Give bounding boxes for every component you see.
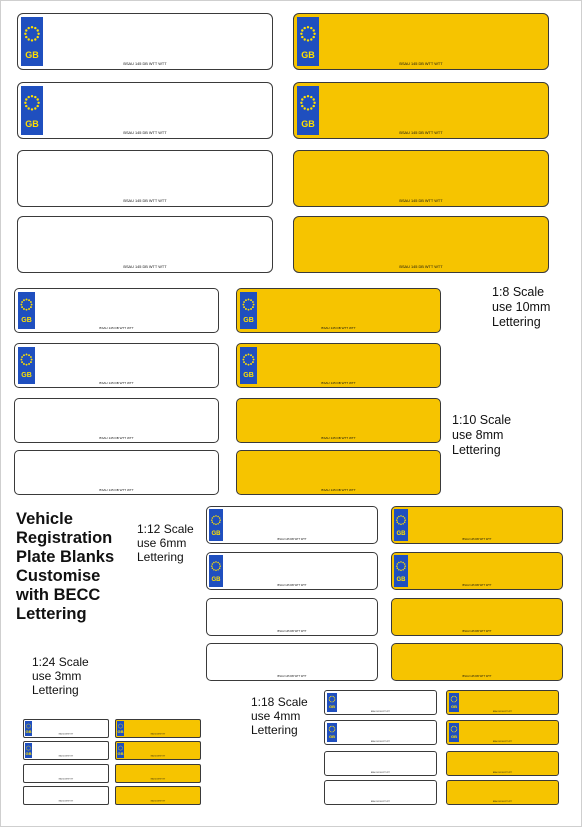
plate-maker-mark: BSAU 145 DB WTT WTT — [58, 733, 74, 736]
title-line: Customise — [16, 566, 101, 585]
white-plate — [324, 780, 437, 805]
scale-label-line: 1:10 Scale — [452, 413, 512, 427]
gb-badge-text: GB — [21, 372, 32, 379]
scale-label-line: 1:18 Scale — [251, 695, 308, 709]
plate-maker-mark: BSAU 145 DB WTT WTT — [58, 778, 74, 781]
gb-badge — [209, 509, 223, 541]
plate-maker-mark: BSAU 145 DB WTT WTT — [99, 380, 134, 385]
plate-maker-mark: BSAU 145 DB WTT WTT — [123, 61, 167, 67]
gb-badge-text: GB — [211, 531, 221, 537]
white-plate — [206, 643, 378, 681]
yellow-plate — [236, 288, 441, 333]
plate-maker-mark: BSAU 145 DB WTT WTT — [370, 710, 391, 713]
plate-maker-mark: BSAU 145 DB WTT WTT — [492, 710, 513, 713]
scale-label-line: 1:24 Scale — [32, 655, 89, 669]
plate-maker-mark: BSAU 145 DB WTT WTT — [492, 800, 513, 803]
eu-stars-icon — [327, 723, 337, 742]
sheet-title — [16, 510, 114, 624]
yellow-plate — [236, 398, 441, 443]
gb-badge-text: GB — [329, 734, 335, 739]
white-plate — [23, 741, 109, 760]
white-plate — [206, 552, 378, 590]
gb-badge-text: GB — [301, 119, 315, 129]
yellow-plate — [293, 150, 549, 207]
yellow-plate — [115, 719, 201, 738]
white-plate — [14, 450, 219, 495]
plate-maker-mark: BSAU 145 DB WTT WTT — [399, 130, 443, 136]
plate-maker-mark: BSAU 145 DB WTT WTT — [58, 755, 74, 758]
white-plate — [324, 751, 437, 776]
plate-maker-mark: BSAU 145 DB WTT WTT — [99, 325, 134, 330]
gb-badge — [21, 17, 43, 66]
gb-badge-text: GB — [25, 119, 39, 129]
yellow-plate — [236, 343, 441, 388]
gb-badge-text: GB — [211, 577, 221, 583]
gb-badge — [18, 347, 35, 384]
plate-maker-mark: BSAU 145 DB WTT WTT — [150, 800, 166, 803]
white-plate — [14, 398, 219, 443]
scale-label-1-24 — [32, 655, 89, 697]
title-line: Lettering — [16, 604, 87, 623]
scale-label-line: Lettering — [452, 442, 501, 457]
title-line: Vehicle — [16, 510, 73, 528]
scale-label-line: 1:12 Scale — [137, 522, 194, 536]
plate-maker-mark: BSAU 145 DB WTT WTT — [99, 487, 134, 492]
scale-label-line: use 8mm — [452, 427, 504, 442]
plate-maker-mark: BSAU 145 DB WTT WTT — [492, 771, 513, 774]
white-plate — [14, 343, 219, 388]
gb-badge — [25, 743, 32, 758]
yellow-plate — [115, 786, 201, 805]
gb-badge-text: GB — [25, 729, 32, 734]
plate-maker-mark: BSAU 145 DB WTT WTT — [492, 740, 513, 743]
gb-badge-text: GB — [451, 704, 457, 709]
plate-maker-mark: BSAU 145 DB WTT WTT — [462, 537, 492, 541]
plate-maker-mark: BSAU 145 DB WTT WTT — [277, 629, 307, 633]
scale-label-line: Lettering — [32, 683, 79, 698]
gb-badge-text: GB — [329, 704, 335, 709]
plate-maker-mark: BSAU 145 DB WTT WTT — [370, 800, 391, 803]
gb-badge — [449, 693, 459, 712]
title-line: Registration — [16, 528, 113, 547]
plate-maker-mark: BSAU 145 DB WTT WTT — [123, 130, 167, 136]
gb-badge — [394, 555, 408, 587]
scale-label-line: use 4mm — [251, 709, 301, 724]
gb-badge — [394, 509, 408, 541]
yellow-plate — [293, 82, 549, 139]
white-plate — [17, 82, 273, 139]
yellow-plate — [115, 764, 201, 783]
plate-maker-mark: BSAU 145 DB WTT WTT — [150, 733, 166, 736]
scale-label-1-8 — [492, 285, 550, 329]
yellow-plate — [391, 552, 563, 590]
white-plate — [17, 150, 273, 207]
plate-maker-mark: BSAU 145 DB WTT WTT — [277, 674, 307, 678]
scale-label-line: use 6mm — [137, 536, 187, 551]
gb-badge — [21, 86, 43, 135]
yellow-plate — [391, 598, 563, 636]
title-line: Plate Blanks — [16, 547, 115, 566]
yellow-plate — [391, 643, 563, 681]
gb-badge-text: GB — [396, 531, 406, 537]
yellow-plate — [391, 506, 563, 544]
white-plate — [17, 13, 273, 70]
gb-badge — [18, 292, 35, 329]
plate-maker-mark: BSAU 145 DB WTT WTT — [321, 325, 356, 330]
scale-label-line: use 10mm — [492, 299, 551, 314]
yellow-plate — [293, 216, 549, 273]
scale-label-1-10 — [452, 413, 511, 457]
plate-maker-mark: BSAU 145 DB WTT WTT — [462, 674, 492, 678]
plate-maker-mark: BSAU 145 DB WTT WTT — [150, 778, 166, 781]
gb-badge — [297, 17, 319, 66]
gb-badge — [209, 555, 223, 587]
gb-badge-text: GB — [243, 372, 254, 379]
yellow-plate — [293, 13, 549, 70]
yellow-plate — [446, 751, 559, 776]
plate-maker-mark: BSAU 145 DB WTT WTT — [399, 198, 443, 204]
white-plate — [14, 288, 219, 333]
gb-badge-text: GB — [243, 317, 254, 324]
yellow-plate — [236, 450, 441, 495]
gb-badge — [327, 693, 337, 712]
white-plate — [23, 764, 109, 783]
scale-label-line: Lettering — [251, 723, 298, 738]
scale-label-line: Lettering — [492, 314, 541, 329]
gb-badge-text: GB — [117, 729, 124, 734]
plate-maker-mark: BSAU 145 DB WTT WTT — [399, 264, 443, 270]
scale-label-line: 1:8 Scale — [492, 285, 545, 299]
yellow-plate — [446, 720, 559, 745]
plate-maker-mark: BSAU 145 DB WTT WTT — [321, 487, 356, 492]
eu-stars-icon — [327, 693, 337, 712]
gb-badge-text: GB — [451, 734, 457, 739]
gb-badge-text: GB — [21, 317, 32, 324]
plate-maker-mark: BSAU 145 DB WTT WTT — [123, 264, 167, 270]
plate-maker-mark: BSAU 145 DB WTT WTT — [370, 740, 391, 743]
plate-maker-mark: BSAU 145 DB WTT WTT — [277, 537, 307, 541]
plate-maker-mark: BSAU 145 DB WTT WTT — [321, 435, 356, 440]
white-plate — [23, 719, 109, 738]
gb-badge — [240, 347, 257, 384]
white-plate — [206, 598, 378, 636]
plate-maker-mark: BSAU 145 DB WTT WTT — [370, 771, 391, 774]
scale-label-line: Lettering — [137, 550, 184, 565]
scale-label-line: use 3mm — [32, 669, 82, 684]
gb-badge — [25, 721, 32, 736]
plate-maker-mark: BSAU 145 DB WTT WTT — [123, 198, 167, 204]
title-line: with BECC — [16, 585, 101, 604]
gb-badge — [449, 723, 459, 742]
plate-maker-mark: BSAU 145 DB WTT WTT — [150, 755, 166, 758]
gb-badge — [117, 743, 124, 758]
gb-badge — [117, 721, 124, 736]
plate-maker-mark: BSAU 145 DB WTT WTT — [462, 629, 492, 633]
gb-badge — [327, 723, 337, 742]
yellow-plate — [446, 690, 559, 715]
gb-badge-text: GB — [301, 50, 315, 60]
eu-stars-icon — [449, 693, 459, 712]
white-plate — [23, 786, 109, 805]
gb-badge-text: GB — [396, 577, 406, 583]
gb-badge — [240, 292, 257, 329]
plate-maker-mark: BSAU 145 DB WTT WTT — [99, 435, 134, 440]
gb-badge — [297, 86, 319, 135]
plate-maker-mark: BSAU 145 DB WTT WTT — [321, 380, 356, 385]
scale-label-1-12 — [137, 522, 194, 564]
gb-badge-text: GB — [25, 50, 39, 60]
yellow-plate — [446, 780, 559, 805]
scale-label-1-18 — [251, 695, 308, 737]
white-plate — [324, 690, 437, 715]
plate-maker-mark: BSAU 145 DB WTT WTT — [399, 61, 443, 67]
white-plate — [206, 506, 378, 544]
yellow-plate — [115, 741, 201, 760]
white-plate — [324, 720, 437, 745]
gb-badge-text: GB — [25, 751, 32, 756]
eu-stars-icon — [449, 723, 459, 742]
plate-maker-mark: BSAU 145 DB WTT WTT — [462, 583, 492, 587]
plate-maker-mark: BSAU 145 DB WTT WTT — [58, 800, 74, 803]
gb-badge-text: GB — [117, 751, 124, 756]
plate-maker-mark: BSAU 145 DB WTT WTT — [277, 583, 307, 587]
white-plate — [17, 216, 273, 273]
